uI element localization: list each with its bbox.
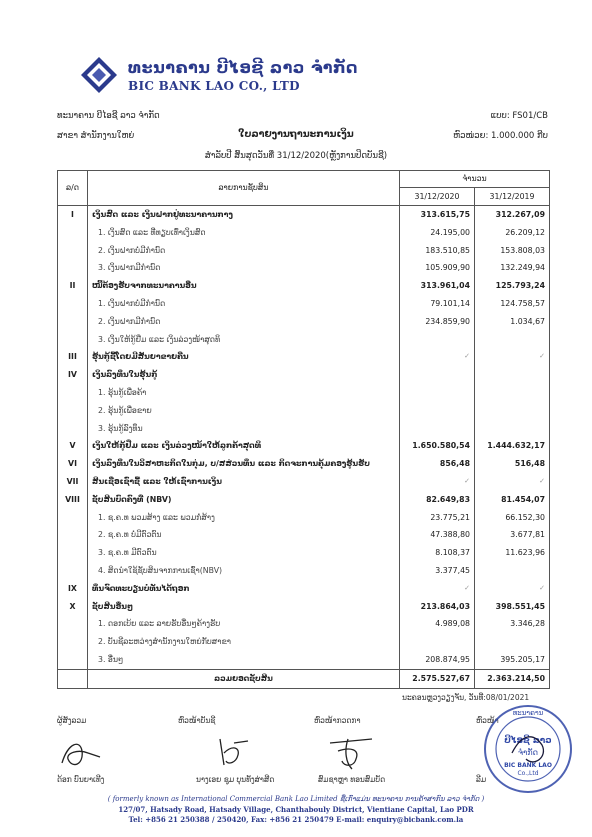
row-label: ເງິນລົງທຶນໃນວິສາຫະກິດໃນກຸ່ມ, ບ/ສສ່ວນທຶນ ແລະ ກິດຈະການຄຸ້ມຄອງຮູ້ນຮັບ — [88, 455, 400, 473]
row-number — [58, 615, 88, 633]
signature-audit — [326, 733, 378, 773]
row-value-2020: 1.650.580,54 — [400, 437, 475, 455]
row-number — [58, 313, 88, 331]
row-label: 2. ບັນຊີລະຫວ່າງສຳນັກງານໃຫຍ່ກັບສາຂາ — [88, 633, 400, 651]
table-row — [58, 651, 550, 669]
unit-label: ຫົວໜ່ວຍ: 1.000.000 ກີບ — [453, 131, 548, 141]
table-row — [58, 598, 550, 616]
row-label: 1. ຊ.ຄ.ທ ພວມສ້າງ ແລະ ພວມກໍ່ສ້າງ — [88, 509, 400, 527]
table-row — [58, 277, 550, 295]
row-value-2019: 3.346,28 — [475, 615, 550, 633]
table-row — [58, 206, 550, 224]
row-value-2019 — [475, 331, 550, 349]
row-number: II — [58, 277, 88, 295]
row-label: 1. ເງິນຝາກບໍ່ມີກຳນົດ — [88, 295, 400, 313]
row-label: ທຶນຈົດທະບຽນບໍ່ທັນໄດ້ຖອກ — [88, 580, 400, 598]
row-number — [58, 420, 88, 438]
bank-name-en: BIC BANK LAO CO., LTD — [128, 79, 300, 93]
row-value-2020: 23.775,21 — [400, 509, 475, 527]
row-value-2019: 81.454,07 — [475, 491, 550, 509]
row-label: 1. ດອກເບ້ຍ ແລະ ລາຍຮັບອື່ນໆຄ້າງຮັບ — [88, 615, 400, 633]
row-value-2020: ✓ — [400, 473, 475, 491]
row-value-2019 — [475, 402, 550, 420]
row-label: 3. ເງິນຝາກມີກຳນົດ — [88, 259, 400, 277]
row-value-2019 — [475, 633, 550, 651]
director-title: ຫົວໜ້າ — [476, 716, 499, 725]
row-value-2020: 234.859,90 — [400, 313, 475, 331]
row-value-2020: 213.864,03 — [400, 598, 475, 616]
date-line: ນະຄອນຫຼວງວຽງຈັນ, ວັນທີ່:08/01/2021 — [402, 693, 530, 702]
row-value-2020 — [400, 633, 475, 651]
official-stamp — [482, 703, 574, 795]
row-label: 2. ເງິນຝາກມີກຳນົດ — [88, 313, 400, 331]
row-value-2019: 26.209,12 — [475, 224, 550, 242]
prepared-title: ຜູ້ສັງລວມ — [57, 716, 87, 725]
financial-position-table — [57, 170, 550, 689]
total-2020: 2.575.527,67 — [400, 669, 475, 688]
director-name: ລີມ — [476, 775, 487, 784]
row-value-2019: 312.267,09 — [475, 206, 550, 224]
row-value-2019: 1.444.632,17 — [475, 437, 550, 455]
row-value-2020: 856,48 — [400, 455, 475, 473]
total-label: ລວມຍອດຊັບສິນ — [88, 669, 400, 688]
row-value-2019 — [475, 420, 550, 438]
row-value-2019: ✓ — [475, 580, 550, 598]
row-number: I — [58, 206, 88, 224]
accountant-name: ນາງເອຍ ຊຸມ ບຸນທັງສ່າສີດ — [196, 775, 275, 784]
bank-logo — [80, 56, 118, 94]
col-header-desc: ລາຍການຊັບສິນ — [88, 171, 400, 206]
row-value-2020: 183.510,85 — [400, 242, 475, 260]
footer-address: 127/07, Hatsady Road, Hatsady Village, Chanthabouly District, Vientiane Capital, Lao PDR — [118, 805, 474, 814]
table-row — [58, 242, 550, 260]
table-row — [58, 633, 550, 651]
row-label: 2. ຊ.ຄ.ທ ບໍ່ມີຕົວຕົນ — [88, 526, 400, 544]
row-value-2019: 153.808,03 — [475, 242, 550, 260]
row-value-2020: 313.961,04 — [400, 277, 475, 295]
row-value-2020: 47.388,80 — [400, 526, 475, 544]
table-row — [58, 384, 550, 402]
row-number: III — [58, 348, 88, 366]
row-number: IX — [58, 580, 88, 598]
row-label: 2. ຮຸ້ນກູ້ເພື່ອຂາຍ — [88, 402, 400, 420]
audit-name: ສົມຊາຫຼາ ທອນສົມບັດ — [318, 775, 386, 784]
row-number — [58, 509, 88, 527]
footer-former-name: ( formerly known as International Commercial Bank Lao Limited ຊື່ເກົ່າແມ່ນ ທະນາຄານ ການຄ້າສາກົນ ລາວ ຈຳກັດ ) — [107, 795, 485, 803]
table-row — [58, 420, 550, 438]
period-label: ສຳລັບປີ ສິ້ນສຸດວັນທີ່ 31/12/2020(ຫຼັງການປິດບັນຊີ) — [204, 151, 388, 161]
accountant-title: ຫົວໜ້າບັນຊີ — [178, 716, 216, 725]
bank-name-lao: ທະນາຄານ ບີໄອຊີ ລາວ ຈຳກັດ — [128, 58, 358, 77]
row-label: 2. ເງິນຝາກບໍ່ມີກຳນົດ — [88, 242, 400, 260]
svg-text:Co.,Ltd: Co.,Ltd — [517, 770, 539, 777]
total-row — [58, 669, 550, 688]
row-label: 3. ຊ.ຄ.ທ ມີຕົວຕົນ — [88, 544, 400, 562]
row-value-2020: 82.649,83 — [400, 491, 475, 509]
row-label: 1. ຮຸ້ນກູ້ເພື່ອຄ້າ — [88, 384, 400, 402]
table-row — [58, 402, 550, 420]
row-number: VIII — [58, 491, 88, 509]
row-label: 3. ຮຸ້ນກູ້ລົງທຶນ — [88, 420, 400, 438]
report-title: ໃບລາຍງານຖານະການເງິນ — [238, 129, 354, 140]
row-value-2020 — [400, 331, 475, 349]
row-number — [58, 651, 88, 669]
row-value-2020 — [400, 384, 475, 402]
row-value-2020: 208.874,95 — [400, 651, 475, 669]
form-code: ແບບ: FS01/CB — [490, 111, 548, 121]
table-row — [58, 473, 550, 491]
table-row — [58, 348, 550, 366]
row-number: VII — [58, 473, 88, 491]
row-value-2020: 79.101,14 — [400, 295, 475, 313]
row-label: 3. ເງິນໃຫ້ກູ້ຢືມ ແລະ ເງິນລ່ວງໜ້າສຸດທິ — [88, 331, 400, 349]
svg-text:BIC BANK LAO: BIC BANK LAO — [504, 762, 552, 769]
signature-prepared — [58, 735, 103, 773]
signature-accountant — [214, 735, 254, 771]
table-row — [58, 615, 550, 633]
row-label: ເງິນໃຫ້ກູ້ຢືມ ແລະ ເງິນລ່ວງໜ້າໃຫ້ລູກຄ້າສຸດທິ — [88, 437, 400, 455]
audit-title: ຫົວໜ້າກວດກາ — [314, 716, 361, 725]
col-header-2020: 31/12/2020 — [400, 187, 475, 205]
table-row — [58, 295, 550, 313]
row-label: ສິນເຊື່ອເຊົ່າຊື້ ແລະ ໃຫ້ເຊົ່າການເງິນ — [88, 473, 400, 491]
col-header-amount: ຈຳນວນ — [400, 171, 550, 188]
row-value-2020: 105.909,90 — [400, 259, 475, 277]
row-value-2019: 11.623,96 — [475, 544, 550, 562]
row-number: V — [58, 437, 88, 455]
row-value-2019: 3.677,81 — [475, 526, 550, 544]
col-header-2019: 31/12/2019 — [475, 187, 550, 205]
row-value-2019: 66.152,30 — [475, 509, 550, 527]
row-value-2019: 398.551,45 — [475, 598, 550, 616]
row-number — [58, 331, 88, 349]
row-number — [58, 562, 88, 580]
row-value-2019 — [475, 366, 550, 384]
row-value-2019: 516,48 — [475, 455, 550, 473]
row-label: 3. ອື່ນໆ — [88, 651, 400, 669]
row-label: ຮຸ້ນກູ້ຊື້ໂດຍມີສັນຍາຂາຍຄືນ — [88, 348, 400, 366]
row-label: ເງິນສົດ ແລະ ເງິນຝາກຢູ່ທະນາຄານກາງ — [88, 206, 400, 224]
row-value-2020: ✓ — [400, 348, 475, 366]
row-value-2019: 1.034,67 — [475, 313, 550, 331]
table-row — [58, 455, 550, 473]
row-value-2019: ✓ — [475, 473, 550, 491]
table-row — [58, 509, 550, 527]
table-row — [58, 544, 550, 562]
row-value-2020 — [400, 366, 475, 384]
row-value-2019 — [475, 384, 550, 402]
row-number — [58, 544, 88, 562]
row-number — [58, 384, 88, 402]
total-row-blank — [58, 669, 88, 688]
row-number — [58, 295, 88, 313]
row-value-2020: 313.615,75 — [400, 206, 475, 224]
row-value-2019: ✓ — [475, 348, 550, 366]
row-label: 4. ສິດນຳໃຊ້ຊັບສິນຈາກການເຊົ່າ(NBV) — [88, 562, 400, 580]
row-value-2019: 124.758,57 — [475, 295, 550, 313]
row-value-2019 — [475, 562, 550, 580]
row-number — [58, 526, 88, 544]
table-row — [58, 580, 550, 598]
row-label: ເງິນລົງທຶນໃນຮຸ້ນກູ້ — [88, 366, 400, 384]
row-label: ຊັບສິນບົດຄົງທີ່ (NBV) — [88, 491, 400, 509]
table-row — [58, 313, 550, 331]
row-value-2020 — [400, 420, 475, 438]
svg-text:ຈຳກັດ: ຈຳກັດ — [517, 748, 539, 757]
row-value-2020 — [400, 402, 475, 420]
row-number: VI — [58, 455, 88, 473]
row-value-2020: ✓ — [400, 580, 475, 598]
row-value-2020: 8.108,37 — [400, 544, 475, 562]
table-row — [58, 331, 550, 349]
row-value-2019: 132.249,94 — [475, 259, 550, 277]
row-number — [58, 242, 88, 260]
company-line: ທະນາຄານ ບີໄອຊີ ລາວ ຈຳກັດ — [57, 111, 160, 121]
row-label: ຊັບສິນອື່ນໆ — [88, 598, 400, 616]
prepared-name: ດ້ອກ ບົນຍາເທີງ — [57, 775, 105, 784]
row-label: ໜີ້ຕ້ອງຮັບຈາກທະນາຄານອື່ນ — [88, 277, 400, 295]
row-value-2019: 395.205,17 — [475, 651, 550, 669]
row-value-2020: 3.377,45 — [400, 562, 475, 580]
table-row — [58, 259, 550, 277]
row-value-2020: 24.195,00 — [400, 224, 475, 242]
row-label: 1. ເງິນສົດ ແລະ ທີ່ທຽບເທົ່າເງິນສົດ — [88, 224, 400, 242]
row-number — [58, 259, 88, 277]
table-row — [58, 366, 550, 384]
row-number — [58, 402, 88, 420]
row-value-2020: 4.989,08 — [400, 615, 475, 633]
table-row — [58, 491, 550, 509]
branch-label: ສາຂາ ສຳນັກງານໃຫຍ່ — [57, 131, 135, 141]
table-row — [58, 224, 550, 242]
row-number — [58, 224, 88, 242]
table-row — [58, 437, 550, 455]
row-value-2019: 125.793,24 — [475, 277, 550, 295]
row-number — [58, 633, 88, 651]
table-row — [58, 562, 550, 580]
table-row — [58, 526, 550, 544]
footer-contact: Tel: +856 21 250388 / 250420, Fax: +856 21 250479 E-mail: enquiry@bicbank.com.la — [128, 815, 464, 824]
svg-text:ບີໄອຊີ ລາວ: ບີໄອຊີ ລາວ — [504, 736, 552, 746]
row-number: IV — [58, 366, 88, 384]
col-header-no: ລ/ດ — [58, 171, 88, 206]
total-2019: 2.363.214,50 — [475, 669, 550, 688]
row-number: X — [58, 598, 88, 616]
svg-text:ທະນາຄານ: ທະນາຄານ — [512, 709, 544, 717]
